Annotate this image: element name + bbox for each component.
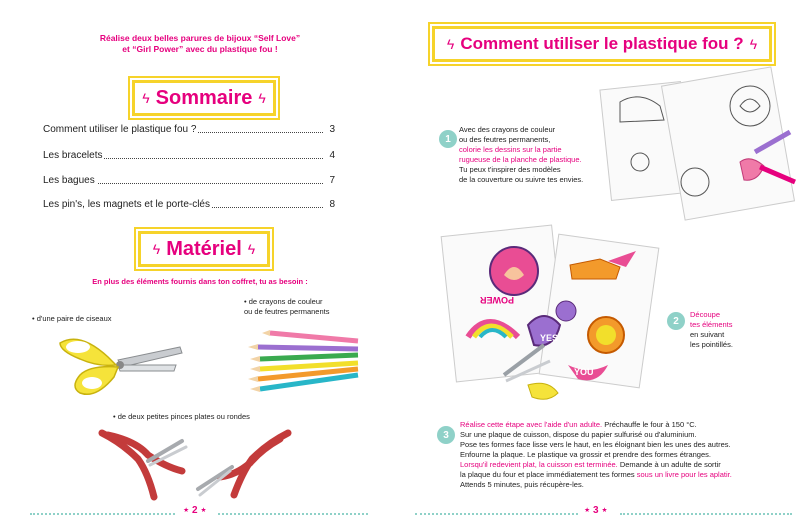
step-3-line-segment: la plaque du four et place immédiatement tes formes [460, 470, 637, 479]
toc-entry[interactable] [43, 199, 335, 210]
pencils-label-line-2: ou de feutres permanents [244, 307, 330, 316]
sticker-word-yes: YES [540, 333, 559, 343]
step-2-line: les pointillés. [690, 340, 733, 349]
step-1-line: rugueuse de la planche de plastique. [459, 155, 582, 164]
step-1-line: colorie les dessins sur la partie [459, 145, 562, 154]
star-icon: ⋆ [584, 505, 594, 516]
lightning-icon: ϟ [258, 90, 266, 106]
step-3-number: 3 [437, 426, 455, 444]
toc-label: Comment utiliser le plastique fou ? [43, 124, 197, 135]
pencils-label [244, 297, 329, 317]
step-1-number: 1 [439, 130, 457, 148]
step-2-line: en suivant [690, 330, 725, 339]
sticker-word-you: YOU [574, 367, 594, 377]
lightning-icon: ϟ [446, 36, 455, 52]
step-3-line-segment: sous un livre pour les aplatir. [636, 470, 732, 479]
pliers-illustration [92, 425, 302, 505]
pencils-illustration [240, 325, 365, 400]
step-2-text [690, 310, 790, 350]
step-3-line-segment: Pose tes formes face lisse vers le haut, en les éloignant bien les unes des autres. [460, 440, 731, 449]
step-3-line-segment: Réalise cette étape avec l'aide d'un adulte. [460, 420, 603, 429]
step-3-line-segment: Demande à un adulte de sortir [617, 460, 721, 469]
sticker-word-power: POWER [479, 295, 514, 305]
step-2-line: tes éléments [690, 320, 733, 329]
lightning-icon: ϟ [749, 36, 758, 52]
step-3-line [460, 450, 785, 460]
step-3-line [460, 430, 785, 440]
step-3-line [460, 420, 785, 430]
step-3-line-segment: Enfourne la plaque. Le plastique va grossir et prendre des formes étranges. [460, 450, 711, 459]
step-3-line [460, 480, 785, 490]
pliers-label: • de deux petites pinces plates ou rondes [113, 412, 250, 421]
toc-page-number: 3 [329, 124, 335, 135]
toc-entry[interactable] [43, 150, 335, 161]
toc-page-number: 4 [329, 150, 335, 161]
step-3-text [460, 420, 785, 490]
materiel-banner [138, 231, 270, 267]
toc-entry[interactable] [43, 124, 335, 135]
step-3-line-segment: Sur une plaque de cuisson, dispose du papier sulfurisé ou d'aluminium. [460, 430, 697, 439]
stickers-illustration [448, 225, 658, 405]
materiel-intro: En plus des éléments fournis dans ton coffret, tu as besoin : [92, 277, 308, 286]
step-3-line [460, 440, 785, 450]
step-1-line: ou des feutres permanents, [459, 135, 551, 144]
step-1-line: de la couverture ou suivre tes envies. [459, 175, 584, 184]
step-3-line-segment: Attends 5 minutes, puis récupère-les. [460, 480, 584, 489]
page-number-left-value: 2 [192, 505, 198, 516]
toc-label: Les bracelets [43, 150, 103, 161]
toc-label: Les pin's, les magnets et le porte-clés [43, 199, 210, 210]
lightning-icon: ϟ [152, 241, 161, 257]
scissors-label: • d'une paire de ciseaux [32, 314, 112, 323]
intro-line-2: et “Girl Power” avec du plastique fou ! [122, 44, 278, 54]
sommaire-banner [132, 80, 276, 116]
step-3-line-segment: Préchauffe le four à 150 °C. [602, 420, 697, 429]
page-number-right [584, 505, 608, 516]
coloring-illustration [600, 72, 800, 222]
toc-label: Les bagues [43, 175, 95, 186]
right-title-banner [432, 26, 772, 62]
sommaire-title: Sommaire [155, 86, 253, 109]
lightning-icon: ϟ [142, 90, 150, 106]
intro-text [60, 33, 340, 55]
scissors-illustration [40, 325, 190, 405]
lightning-icon: ϟ [247, 241, 256, 257]
star-icon: ⋆ [183, 505, 193, 516]
toc-page-number: 7 [329, 175, 335, 186]
step-1-line: Tu peux t'inspirer des modèles [459, 165, 561, 174]
star-icon: ⋆ [197, 505, 207, 516]
star-icon: ⋆ [598, 505, 608, 516]
step-1-text [459, 125, 619, 185]
right-title: Comment utiliser le plastique fou ? [460, 34, 744, 53]
toc-entry[interactable] [43, 175, 335, 186]
materiel-title: Matériel [166, 237, 242, 260]
step-2-number: 2 [667, 312, 685, 330]
pencils-label-line-1: • de crayons de couleur [244, 297, 323, 306]
step-2-line: Découpe [690, 310, 721, 319]
step-3-line-segment: Lorsqu'il redevient plat, la cuisson est terminée. [460, 460, 618, 469]
step-3-line [460, 460, 785, 470]
toc-page-number: 8 [329, 199, 335, 210]
page-number-right-value: 3 [593, 505, 599, 516]
page-number-left [183, 505, 207, 516]
step-3-line [460, 470, 785, 480]
intro-line-1: Réalise deux belles parures de bijoux “Self Love” [99, 33, 301, 43]
step-1-line: Avec des crayons de couleur [459, 125, 556, 134]
